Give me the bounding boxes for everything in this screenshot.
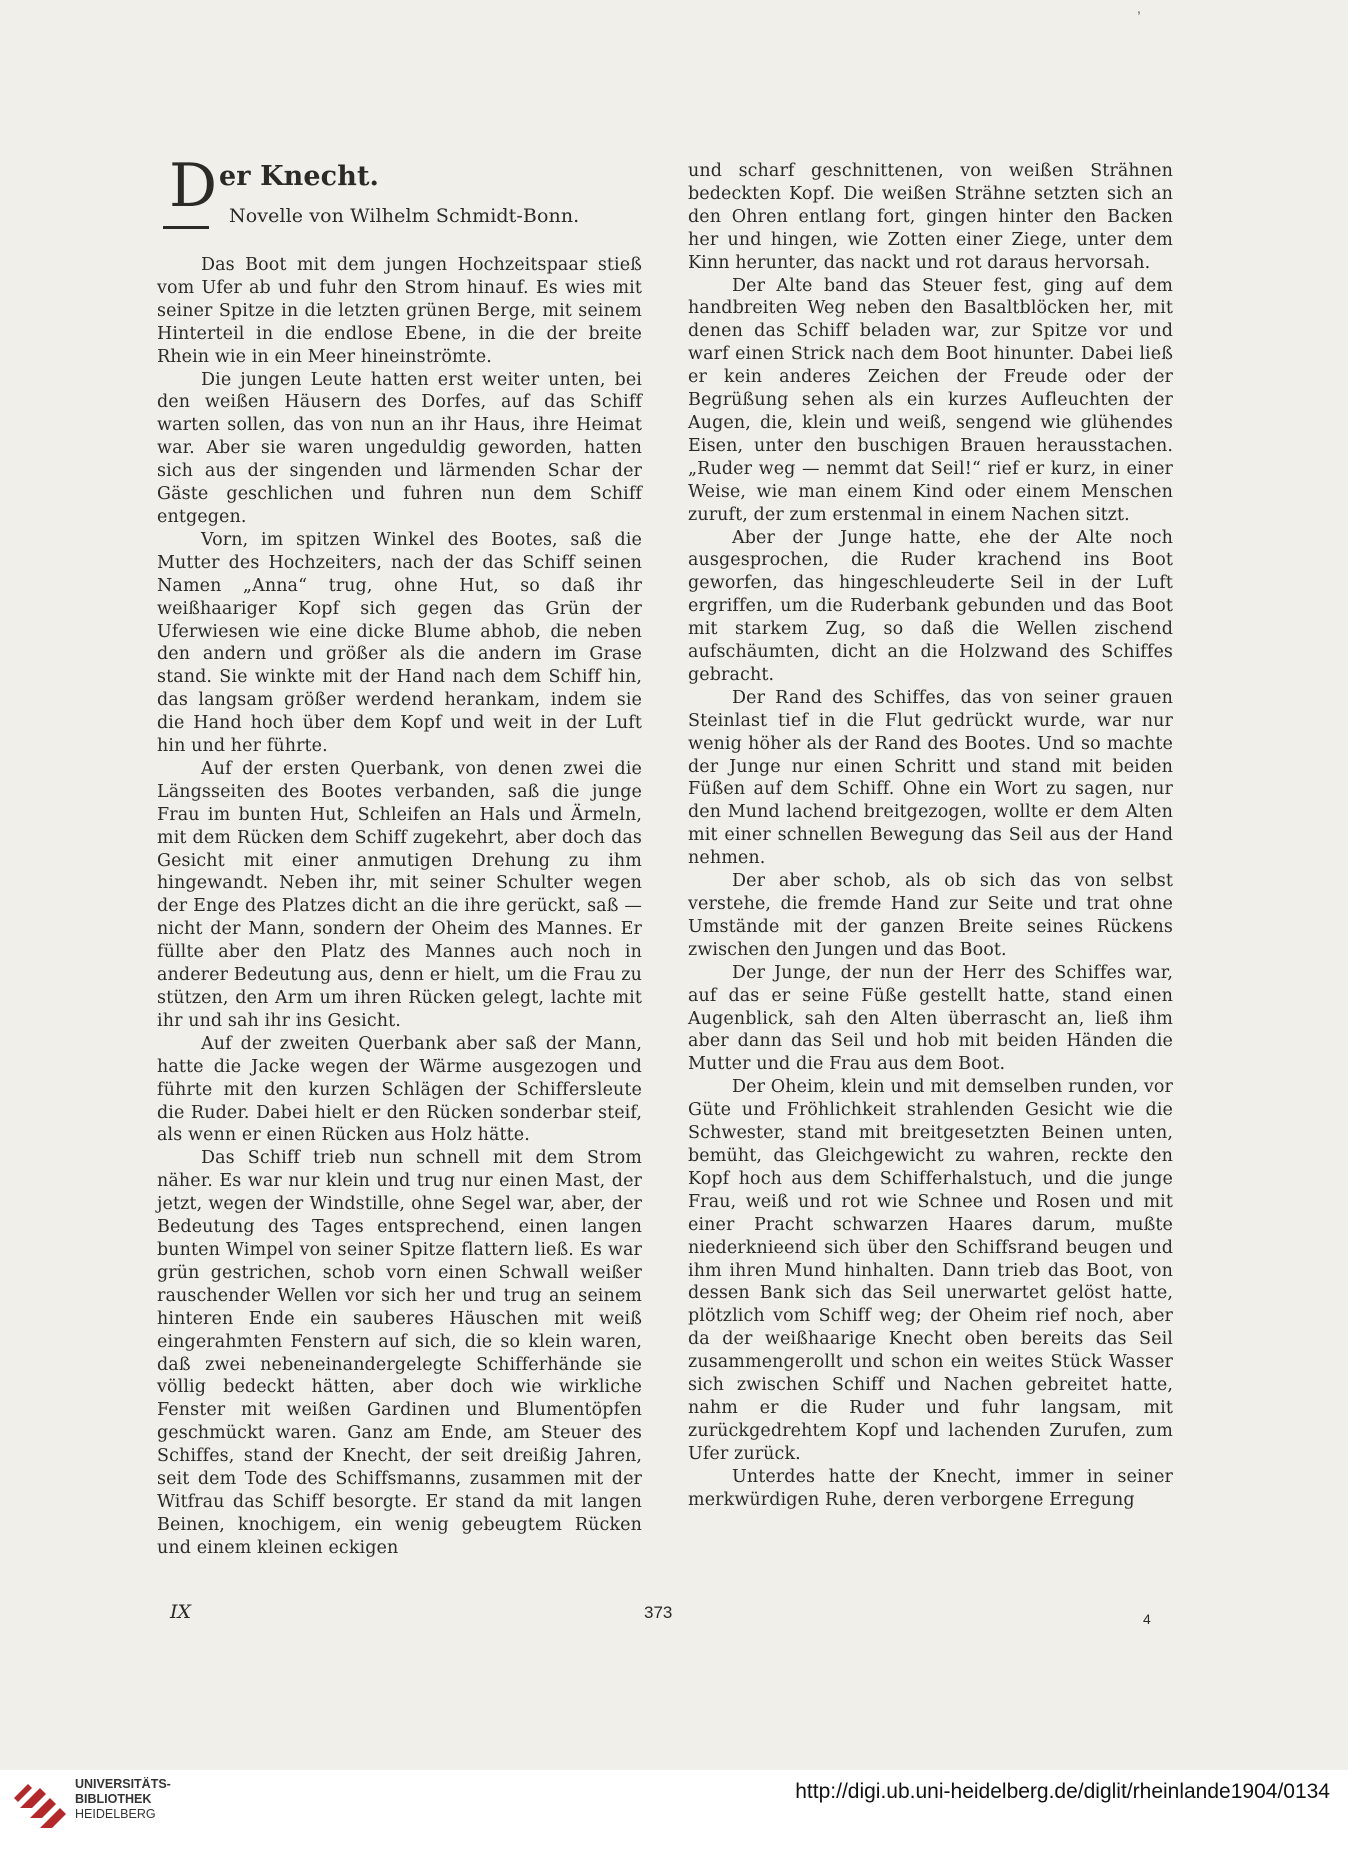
article-subtitle: Novelle von Wilhelm Schmidt-Bonn. <box>229 205 580 227</box>
library-name <box>75 1777 171 1822</box>
paragraph: Der Rand des Schiffes, das von seiner grauen Steinlast tief in die Flut gedrückt wurde, war nur wenig höher als der Rand des Bootes. Und so machte der Junge nur einen Schritt und stand mit beiden Füßen auf dem Schiff. Ohne ein Wort zu sagen, nur den Mund lachend breitgezogen, wollte er dem Alten mit einer schnellen Bewegung das Seil aus der Hand nehmen. <box>688 687 1173 869</box>
paragraph: Der Alte band das Steuer fest, ging auf dem handbreiten Weg neben den Basaltblöcken her, mit denen das Schiff beladen war, zur Spitze vor und warf einen Strick nach dem Boot hinunter. Dabei ließ er kein anderes Zeichen der Freude oder der Begrüßung sehen als ein kurzes Aufleuchten der Augen, die, klein und weiß, sengend wie glühendes Eisen, unter den buschigen Brauen herausstachen. „Ruder weg — nemmt dat Seil!“ rief er kurz, in einer Weise, wie man einem Kind oder einem Menschen zuruft, der zum erstenmal in einem Nachen sitzt. <box>688 275 1173 525</box>
article-heading <box>157 151 642 246</box>
library-name-line: BIBLIOTHEK <box>75 1792 152 1806</box>
paragraph: Auf der ersten Querbank, von denen zwei die Längsseiten des Bootes verbanden, saß die junge Frau im bunten Hut, Schleifen an Hals und Ärmeln, mit dem Rücken dem Schiff zugekehrt, aber doch das Gesicht mit einer anmutigen Drehung zu ihm hingewandt. Neben ihr, mit seiner Schulter wegen der Enge des Platzes dicht an die ihre gerückt, saß — nicht der Mann, sondern der Oheim des Mannes. Er füllte aber den Platz des Mannes auch noch in anderer Bedeutung aus, denn er hielt, um die Frau zu stützen, den Arm um ihren Rücken gelegt, lachte mit ihr und sah ihr ins Gesicht. <box>157 758 642 1031</box>
permalink-url[interactable]: http://digi.ub.uni-heidelberg.de/diglit/rheinlande1904/0134 <box>795 1780 1330 1803</box>
paragraph: Vorn, im spitzen Winkel des Bootes, saß die Mutter des Hochzeiters, nach der das Schiff seinen Namen „Anna“ trug, ohne Hut, so daß ihr weißhaariger Kopf sich gegen das Grün der Uferwiesen wie eine dicke Blume abhob, die neben den andern und größer als die andern im Grase stand. Sie winkte mit der Hand nach dem Schiff hin, das langsam größer werdend herankam, indem sie die Hand hoch über dem Kopf und weit in der Luft hin und her führte. <box>157 529 642 757</box>
paragraph: Auf der zweiten Querbank aber saß der Mann, hatte die Jacke wegen der Wärme ausgezogen und führte mit den kurzen Schlägen der Schiffersleute die Ruder. Dabei hielt er den Rücken sonderbar steif, als wenn er einen Rücken aus Holz hätte. <box>157 1033 642 1146</box>
library-logo-icon <box>12 1774 68 1834</box>
paragraph: Der aber schob, als ob sich das von selbst verstehe, die fremde Hand zur Seite und trat ohne Umstände mit der ganzen Breite seines Rückens zwischen den Jungen und das Boot. <box>688 871 1173 960</box>
library-name-line: HEIDELBERG <box>75 1807 156 1821</box>
library-name-line: UNIVERSITÄTS- <box>75 1777 171 1791</box>
paragraph: Der Oheim, klein und mit demselben runden, vor Güte und Fröhlichkeit strahlenden Gesicht wie die Schwester, stand mit breitgesetzten Beinen unten, bemüht, das Gleichgewicht zu wahren, reckte den Kopf hoch aus dem Schifferhalstuch, und die junge Frau, weiß und rot wie Schnee und Rosen und mit einer Pracht schwarzen Haares darum, mußte niederknieend sich über den Schiffsrand beugen und ihm ihren Mund hinhalten. Dann trieb das Boot, von dessen Bank sich das Seil unerwartet gelöst hatte, plötzlich vom Schiff weg; der Oheim rief noch, aber da der weißhaarige Knecht oben bereits das Seil zusammengerollt und schon ein weites Stück Wasser sich zwischen Schiff und Nachen gebreitet hatte, nahm er die Ruder und fuhr langsam, mit zurückgedrehtem Kopf und lachenden Zurufen, zum Ufer zurück. <box>688 1077 1173 1464</box>
paragraph: Der Junge, der nun der Herr des Schiffes war, auf das er seine Füße gestellt hatte, stand einen Augenblick, sah den Alten überrascht an, ließ ihm aber dann das Seil und hob mit beiden Händen die Mutter und die Frau aus dem Boot. <box>688 962 1173 1075</box>
article-title: er Knecht. <box>219 161 380 192</box>
sheet-number: 4 <box>1143 1611 1151 1627</box>
paragraph: Das Boot mit dem jungen Hochzeitspaar stieß vom Ufer ab und fuhr den Strom hinauf. Es wies mit seiner Spitze in die letzten grünen Berge, mit seinem Hinterteil in die endlose Ebene, in die der breite Rhein wie in ein Meer hineinströmte. <box>157 255 642 367</box>
digitization-footer <box>0 1770 1348 1852</box>
left-column <box>157 151 642 1560</box>
paragraph: Die jungen Leute hatten erst weiter unten, bei den weißen Häusern des Dorfes, auf das Schiff warten sollen, das von nun an ihr Haus, ihre Heimat war. Aber sie waren ungeduldig geworden, hatten sich aus der singenden und lärmenden Schar der Gäste geschlichen und fuhren nun dem Schiff entgegen. <box>157 369 642 527</box>
signature-mark: IX <box>170 1601 192 1623</box>
paragraph-continued: und scharf geschnittenen, von weißen Strähnen bedeckten Kopf. Die weißen Strähne setzten sich an den Ohren entlang fort, gingen hinter den Backen her und hingen, wie Zotten einer Ziege, unter dem Kinn herunter, das nackt und rot daraus hervorsah. <box>688 161 1173 273</box>
paragraph: Aber der Junge hatte, ehe der Alte noch ausgesprochen, die Ruder krachend ins Boot geworfen, das hingeschleuderte Seil in der Luft ergriffen, um die Ruderbank gebunden und das Boot mit starkem Zug, so daß die Wellen zischend aufschäumten, dicht an die Holzwand des Schiffes gebracht. <box>688 527 1173 685</box>
paragraph: Unterdes hatte der Knecht, immer in seiner merkwürdigen Ruhe, deren verborgene Erregung <box>688 1466 1173 1510</box>
page-corner-mark: , <box>1137 0 1141 16</box>
page-number: 373 <box>644 1603 673 1622</box>
dropcap: D <box>169 151 218 221</box>
right-column <box>688 160 1173 1511</box>
dropcap-flourish <box>163 226 209 229</box>
paragraph: Das Schiff trieb nun schnell mit dem Strom näher. Es war nur klein und trug nur einen Mast, der jetzt, wegen der Windstille, ohne Segel war, aber, der Bedeutung des Tages entsprechend, einen langen bunten Wimpel von seiner Spitze flattern ließ. Es war grün gestrichen, schob vorn einen Schwall weißer rauschender Wellen vor sich her und trug an seinem hinteren Ende ein sauberes Häuschen mit weiß eingerahmten Fenstern auf sich, die so klein waren, daß zwei nebeneinandergelegte Schifferhände sie völlig bedeckt hätten, aber doch wie wirkliche Fenster mit weißen Gardinen und Blumentöpfen geschmückt waren. Ganz am Ende, am Steuer des Schiffes, stand der Knecht, der seit dreißig Jahren, seit dem Tode des Schiffsmanns, zusammen mit der Witfrau das Schiff besorgte. Er stand da mit langen Beinen, knochigem, ein wenig gebeugtem Rücken und einem kleinen eckigen <box>157 1148 642 1558</box>
